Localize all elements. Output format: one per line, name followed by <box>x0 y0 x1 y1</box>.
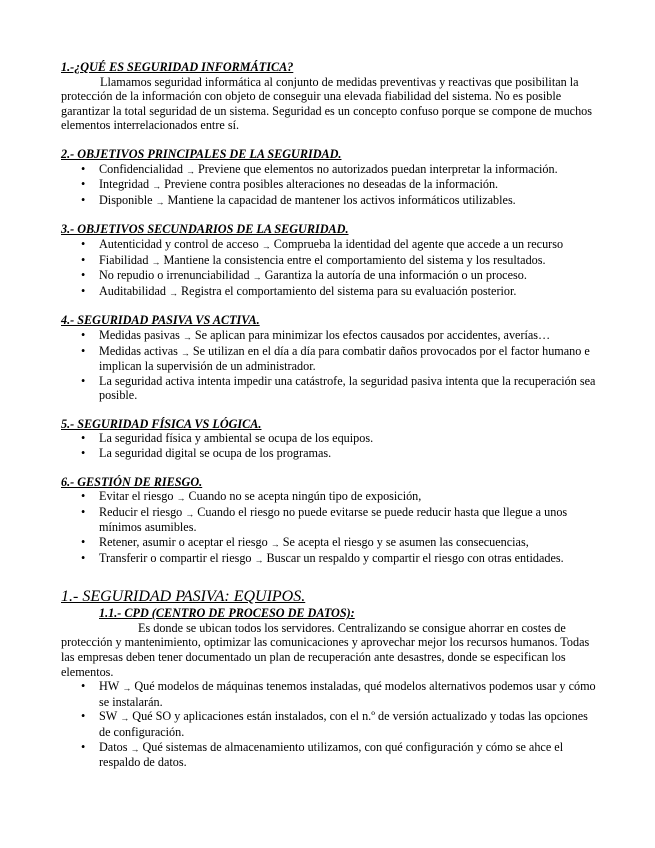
bullet-list <box>61 162 599 209</box>
arrow-right-icon: → <box>151 256 161 267</box>
section-objetivos-principales <box>61 147 599 208</box>
item-desc: Garantiza la autoría de una información o un proceso. <box>264 268 527 283</box>
bullet-list <box>61 431 599 460</box>
section-paragraph: Es donde se ubican todos los servidores. Centralizando se consigue ahorrar en costes de protección y mantenimiento, optimizar las comunicaciones y aprovechar mejor los recursos humanos. Todas las empresas deben tener documentado un plan de recuperación ante desastres, donde se especifican los elementos. <box>61 620 590 679</box>
item-term: Evitar el riesgo <box>99 489 174 504</box>
section-heading: 3.- OBJETIVOS SECUNDARIOS DE LA SEGURIDAD. <box>61 222 349 237</box>
list-item <box>81 373 599 403</box>
item-term: Confidencialidad <box>99 161 183 176</box>
list-item <box>81 283 599 300</box>
item-text: La seguridad activa intenta impedir una catástrofe, la seguridad pasiva intenta que la recuperación sea posible. <box>99 373 596 403</box>
arrow-right-icon: → <box>182 331 192 342</box>
arrow-right-icon: → <box>120 713 130 724</box>
item-term: HW <box>99 679 120 694</box>
list-item <box>81 504 599 535</box>
section-heading: 5.- SEGURIDAD FÍSICA VS LÓGICA. <box>61 416 262 431</box>
section-paragraph: Llamamos seguridad informática al conjunto de medidas preventivas y reactivas que posibilitan la protección de la información con objeto de conseguir una elevada fiabilidad del sistema. No es posible garantizar la total seguridad de un sistema. Seguridad es un concepto confuso porque se compone de muchos elementos interrelacionados entre sí. <box>61 74 593 133</box>
list-item <box>81 252 599 269</box>
item-term: Auditabilidad <box>99 283 167 298</box>
section-gestion-riesgo <box>61 475 599 567</box>
bullet-icon: • <box>81 550 86 565</box>
bullet-icon: • <box>81 343 86 358</box>
item-desc: Se aplican para minimizar los efectos causados por accidentes, averías… <box>194 327 551 342</box>
bullet-icon: • <box>81 252 86 267</box>
bullet-icon: • <box>81 283 86 298</box>
section-objetivos-secundarios <box>61 222 599 299</box>
bullet-icon: • <box>81 177 86 192</box>
arrow-right-icon: → <box>176 493 186 504</box>
item-desc: Comprueba la identidad del agente que accede a un recurso <box>273 236 564 251</box>
item-term: Integridad <box>99 177 150 192</box>
arrow-right-icon: → <box>169 287 179 298</box>
list-item <box>81 550 599 567</box>
bullet-icon: • <box>81 431 86 446</box>
arrow-right-icon: → <box>252 272 262 283</box>
item-desc: Mantiene la capacidad de mantener los activos informáticos utilizables. <box>167 192 516 207</box>
list-item <box>81 236 599 253</box>
bullet-icon: • <box>81 327 86 342</box>
arrow-right-icon: → <box>155 196 165 207</box>
chapter-heading: 1.- SEGURIDAD PASIVA: EQUIPOS. <box>61 588 306 606</box>
bullet-icon: • <box>81 373 86 388</box>
item-term: Medidas pasivas <box>99 327 180 342</box>
item-desc: Cuando no se acepta ningún tipo de exposición, <box>188 489 422 504</box>
item-desc: Buscar un respaldo y compartir el riesgo con otras entidades. <box>266 550 564 565</box>
list-item <box>81 327 599 344</box>
item-term: Disponible <box>99 192 153 207</box>
bullet-icon: • <box>81 709 86 724</box>
list-item <box>81 489 599 505</box>
item-desc: Registra el comportamiento del sistema para su evaluación posterior. <box>181 283 517 298</box>
item-term: Reducir el riesgo <box>99 504 183 519</box>
section-heading: 6.- GESTIÓN DE RIESGO. <box>61 474 203 489</box>
bullet-icon: • <box>81 161 86 176</box>
item-desc: Qué SO y aplicaciones están instalados, con el n.º de versión actualizado y todas las opciones de configuración. <box>99 709 588 739</box>
item-term: Medidas activas <box>99 343 178 358</box>
item-term: Datos <box>99 739 128 754</box>
section-heading: 2.- OBJETIVOS PRINCIPALES DE LA SEGURIDAD. <box>61 146 342 161</box>
item-term: SW <box>99 709 118 724</box>
bullet-icon: • <box>81 446 86 461</box>
list-item <box>81 535 599 551</box>
subsection-heading: 1.1.- CPD (CENTRO DE PROCESO DE DATOS): <box>99 606 355 621</box>
item-desc: Se utilizan en el día a día para combatir daños provocados por el factor humano e implican la supervisión de un administrador. <box>99 343 590 374</box>
arrow-right-icon: → <box>185 508 195 519</box>
item-term: Transferir o compartir el riesgo <box>99 550 252 565</box>
bullet-icon: • <box>81 192 86 207</box>
arrow-right-icon: → <box>130 743 140 754</box>
arrow-right-icon: → <box>270 539 280 550</box>
bullet-icon: • <box>81 504 86 519</box>
list-item <box>81 343 599 374</box>
bullet-icon: • <box>81 268 86 283</box>
arrow-right-icon: → <box>185 165 195 176</box>
item-desc: Cuando el riesgo no puede evitarse se puede reducir hasta que llegue a unos mínimos asumibles. <box>99 504 568 535</box>
list-item <box>81 679 599 709</box>
section-que-es-seguridad <box>61 60 599 133</box>
section-pasiva-vs-activa <box>61 313 599 403</box>
bullet-icon: • <box>81 489 86 504</box>
list-item <box>81 709 599 739</box>
list-item <box>81 446 599 461</box>
bullet-icon: • <box>81 679 86 694</box>
list-item <box>81 161 599 178</box>
arrow-right-icon: → <box>122 683 132 694</box>
item-term: Fiabilidad <box>99 252 149 267</box>
bullet-icon: • <box>81 535 86 550</box>
list-item <box>81 177 599 193</box>
bullet-list <box>61 489 599 566</box>
list-item <box>81 431 599 446</box>
item-desc: Se acepta el riesgo y se asumen las consecuencias, <box>282 535 529 550</box>
bullet-icon: • <box>81 739 86 754</box>
item-term: Autenticidad y control de acceso <box>99 236 259 251</box>
item-desc: Previene que elementos no autorizados puedan interpretar la información. <box>197 161 558 176</box>
arrow-right-icon: → <box>152 181 162 192</box>
bullet-icon: • <box>81 236 86 251</box>
section-heading: 4.- SEGURIDAD PASIVA VS ACTIVA. <box>61 313 260 328</box>
list-item <box>81 268 599 284</box>
arrow-right-icon: → <box>180 347 190 358</box>
item-desc: Qué modelos de máquinas tenemos instaladas, qué modelos alternativos podemos usar y cómo se instalarán. <box>99 679 596 709</box>
list-item <box>81 739 599 770</box>
bullet-list <box>61 679 599 770</box>
item-desc: Mantiene la consistencia entre el comportamiento del sistema y los resultados. <box>163 252 546 267</box>
section-seguridad-pasiva-equipos <box>61 588 599 770</box>
section-heading: 1.-¿QUÉ ES SEGURIDAD INFORMÁTICA? <box>61 60 294 74</box>
section-fisica-vs-logica <box>61 417 599 461</box>
bullet-list <box>61 237 599 299</box>
bullet-list <box>61 328 599 403</box>
item-desc: Qué sistemas de almacenamiento utilizamos, con qué configuración y cómo se ahce el respaldo de datos. <box>99 739 564 770</box>
item-term: No repudio o irrenunciabilidad <box>99 268 250 283</box>
item-text: La seguridad digital se ocupa de los programas. <box>99 446 332 461</box>
list-item <box>81 192 599 209</box>
item-desc: Previene contra posibles alteraciones no deseadas de la información. <box>164 177 499 192</box>
arrow-right-icon: → <box>261 240 271 251</box>
item-term: Retener, asumir o aceptar el riesgo <box>99 535 268 550</box>
item-text: La seguridad física y ambiental se ocupa de los equipos. <box>99 431 374 446</box>
arrow-right-icon: → <box>254 554 264 565</box>
